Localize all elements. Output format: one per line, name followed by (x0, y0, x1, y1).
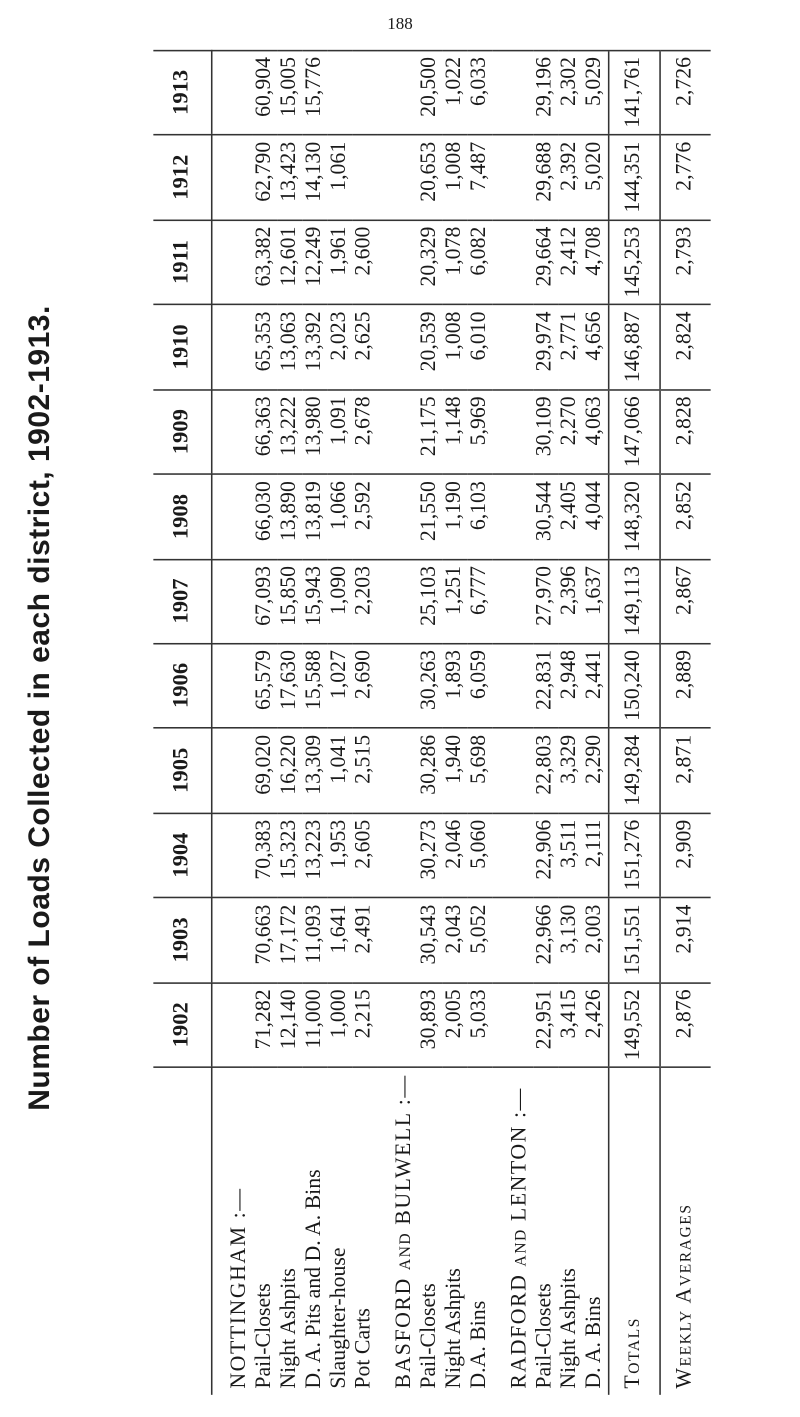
value-cell: 66,030 (253, 474, 278, 559)
row-label: D. A. Pits and D. A. Bins (303, 1067, 328, 1395)
empty-cell (378, 220, 418, 305)
value-cell: 2,690 (353, 643, 378, 728)
value-cell: 1,190 (443, 474, 468, 559)
value-cell: 20,539 (418, 304, 443, 389)
value-cell: 2,270 (558, 389, 583, 474)
value-cell: 6,082 (468, 220, 493, 305)
value-cell: 2,771 (558, 304, 583, 389)
value-cell: 2,046 (443, 813, 468, 898)
value-cell: 12,249 (303, 220, 328, 305)
value-cell: 15,323 (278, 813, 303, 898)
total-cell: 149,284 (609, 728, 660, 813)
table-row (418, 50, 443, 1395)
row-label: D. A. Bins (583, 1067, 609, 1395)
value-cell: 11,000 (303, 982, 328, 1067)
value-cell: 2,491 (353, 898, 378, 983)
value-cell: 15,943 (303, 559, 328, 643)
value-cell: 17,172 (278, 898, 303, 983)
value-cell: 6,010 (468, 304, 493, 389)
value-cell: 6,103 (468, 474, 493, 559)
value-cell: 1,148 (443, 389, 468, 474)
value-cell: 22,951 (533, 982, 558, 1067)
value-cell: 2,625 (353, 304, 378, 389)
value-cell: 4,063 (583, 389, 609, 474)
average-cell: 2,852 (660, 474, 711, 559)
empty-cell (493, 982, 533, 1067)
value-cell: 20,653 (418, 135, 443, 220)
empty-cell (378, 135, 418, 220)
value-cell: 13,063 (278, 304, 303, 389)
value-cell: 16,220 (278, 728, 303, 813)
value-cell: 21,175 (418, 389, 443, 474)
total-cell: 151,276 (609, 813, 660, 898)
table-row (303, 50, 328, 1395)
row-label: Pail-Closets (253, 1067, 278, 1395)
value-cell: 2,600 (353, 220, 378, 305)
value-cell: 3,415 (558, 982, 583, 1067)
value-cell: 22,831 (533, 643, 558, 728)
table-container (92, 50, 772, 1395)
table-row (533, 50, 558, 1395)
empty-cell (493, 135, 533, 220)
value-cell: 1,008 (443, 135, 468, 220)
district-row (493, 50, 533, 1395)
value-cell: 30,109 (533, 389, 558, 474)
empty-cell (212, 304, 253, 389)
year-header: 1910 (153, 304, 211, 389)
value-cell: 5,052 (468, 898, 493, 983)
empty-cell (212, 474, 253, 559)
value-cell: 3,329 (558, 728, 583, 813)
empty-cell (212, 389, 253, 474)
value-cell: 2,948 (558, 643, 583, 728)
empty-cell (212, 220, 253, 305)
empty-cell (212, 898, 253, 983)
year-header: 1905 (153, 728, 211, 813)
value-cell: 5,020 (583, 135, 609, 220)
empty-cell (212, 643, 253, 728)
value-cell: 1,027 (328, 643, 353, 728)
value-cell: 69,020 (253, 728, 278, 813)
empty-cell (493, 474, 533, 559)
value-cell: 2,392 (558, 135, 583, 220)
value-cell: 2,412 (558, 220, 583, 305)
value-cell: 1,893 (443, 643, 468, 728)
value-cell: 5,698 (468, 728, 493, 813)
value-cell: 13,980 (303, 389, 328, 474)
average-cell: 2,776 (660, 135, 711, 220)
empty-cell (493, 50, 533, 135)
average-cell: 2,824 (660, 304, 711, 389)
total-cell: 148,320 (609, 474, 660, 559)
average-cell: 2,889 (660, 643, 711, 728)
value-cell: 2,005 (443, 982, 468, 1067)
empty-cell (378, 728, 418, 813)
year-header: 1902 (153, 982, 211, 1067)
table-row (558, 50, 583, 1395)
average-cell: 2,867 (660, 559, 711, 643)
value-cell: 2,592 (353, 474, 378, 559)
totals-row (609, 50, 660, 1395)
value-cell: 5,969 (468, 389, 493, 474)
value-cell: 4,044 (583, 474, 609, 559)
empty-cell (378, 813, 418, 898)
row-label: Night Ashpits (278, 1067, 303, 1395)
value-cell: 22,906 (533, 813, 558, 898)
value-cell: 20,329 (418, 220, 443, 305)
average-cell: 2,871 (660, 728, 711, 813)
value-cell: 30,286 (418, 728, 443, 813)
empty-cell (212, 982, 253, 1067)
header-row (153, 50, 211, 1395)
value-cell: 29,664 (533, 220, 558, 305)
value-cell: 62,790 (253, 135, 278, 220)
value-cell: 5,029 (583, 50, 609, 135)
total-cell: 141,761 (609, 50, 660, 135)
table-row (583, 50, 609, 1395)
value-cell: 5,060 (468, 813, 493, 898)
empty-cell (493, 304, 533, 389)
empty-cell (212, 135, 253, 220)
year-header: 1913 (153, 50, 211, 135)
year-header: 1903 (153, 898, 211, 983)
value-cell: 2,302 (558, 50, 583, 135)
value-cell: 12,601 (278, 220, 303, 305)
value-cell: 29,688 (533, 135, 558, 220)
empty-cell (378, 50, 418, 135)
empty-cell (493, 559, 533, 643)
value-cell: 1,022 (443, 50, 468, 135)
value-cell: 6,777 (468, 559, 493, 643)
total-cell: 149,113 (609, 559, 660, 643)
value-cell: 30,543 (418, 898, 443, 983)
value-cell: 70,383 (253, 813, 278, 898)
value-cell: 13,890 (278, 474, 303, 559)
value-cell: 7,487 (468, 135, 493, 220)
average-cell: 2,828 (660, 389, 711, 474)
total-cell: 149,552 (609, 982, 660, 1067)
empty-cell (378, 559, 418, 643)
district-row (212, 50, 253, 1395)
value-cell: 1,940 (443, 728, 468, 813)
value-cell: 30,263 (418, 643, 443, 728)
value-cell: 71,282 (253, 982, 278, 1067)
value-cell: 21,550 (418, 474, 443, 559)
district-row (378, 50, 418, 1395)
table-row (443, 50, 468, 1395)
value-cell: 1,041 (328, 728, 353, 813)
value-cell: 1,061 (328, 135, 353, 220)
row-label: Night Ashpits (558, 1067, 583, 1395)
value-cell: 6,059 (468, 643, 493, 728)
total-cell: 151,551 (609, 898, 660, 983)
empty-cell (378, 474, 418, 559)
value-cell: 67,093 (253, 559, 278, 643)
district-label: BASFORD and BULWELL :— (378, 1067, 418, 1395)
value-cell: 1,008 (443, 304, 468, 389)
value-cell: 25,103 (418, 559, 443, 643)
table-title: Number of Loads Collected in each district, 1902-1913. (23, 305, 56, 1111)
value-cell: 66,363 (253, 389, 278, 474)
empty-cell (493, 728, 533, 813)
value-cell: 2,003 (583, 898, 609, 983)
value-cell: 2,111 (583, 813, 609, 898)
averages-label: Weekly Averages (660, 1067, 711, 1395)
total-cell: 145,253 (609, 220, 660, 305)
value-cell: 2,405 (558, 474, 583, 559)
value-cell: 65,353 (253, 304, 278, 389)
value-cell (353, 135, 378, 220)
district-label: RADFORD and LENTON :— (493, 1067, 533, 1395)
value-cell: 2,441 (583, 643, 609, 728)
row-label: Pail-Closets (533, 1067, 558, 1395)
value-cell: 13,819 (303, 474, 328, 559)
empty-cell (378, 643, 418, 728)
year-header: 1907 (153, 559, 211, 643)
value-cell: 13,223 (303, 813, 328, 898)
value-cell: 1,953 (328, 813, 353, 898)
value-cell: 22,803 (533, 728, 558, 813)
value-cell: 11,093 (303, 898, 328, 983)
value-cell: 17,630 (278, 643, 303, 728)
year-header: 1904 (153, 813, 211, 898)
table-row (328, 50, 353, 1395)
value-cell: 15,850 (278, 559, 303, 643)
average-cell: 2,914 (660, 898, 711, 983)
value-cell: 20,500 (418, 50, 443, 135)
total-cell: 146,887 (609, 304, 660, 389)
value-cell: 13,309 (303, 728, 328, 813)
value-cell: 2,605 (353, 813, 378, 898)
value-cell: 2,426 (583, 982, 609, 1067)
value-cell: 3,130 (558, 898, 583, 983)
value-cell: 1,641 (328, 898, 353, 983)
row-label: Slaughter-house (328, 1067, 353, 1395)
value-cell: 2,290 (583, 728, 609, 813)
empty-cell (378, 982, 418, 1067)
value-cell: 22,966 (533, 898, 558, 983)
total-cell: 144,351 (609, 135, 660, 220)
value-cell: 27,970 (533, 559, 558, 643)
year-header: 1908 (153, 474, 211, 559)
loads-table (153, 49, 710, 1395)
year-header: 1909 (153, 389, 211, 474)
empty-cell (212, 50, 253, 135)
year-header: 1906 (153, 643, 211, 728)
empty-cell (212, 559, 253, 643)
value-cell: 15,005 (278, 50, 303, 135)
average-cell: 2,876 (660, 982, 711, 1067)
page-number: 188 (387, 14, 413, 33)
total-cell: 147,066 (609, 389, 660, 474)
value-cell: 2,215 (353, 982, 378, 1067)
value-cell: 30,544 (533, 474, 558, 559)
value-cell (328, 50, 353, 135)
empty-cell (378, 389, 418, 474)
average-cell: 2,726 (660, 50, 711, 135)
totals-label: Totals (609, 1067, 660, 1395)
value-cell: 1,066 (328, 474, 353, 559)
value-cell: 4,708 (583, 220, 609, 305)
year-header: 1911 (153, 220, 211, 305)
empty-cell (493, 643, 533, 728)
empty-cell (378, 898, 418, 983)
row-label: Night Ashpits (443, 1067, 468, 1395)
row-label: Pot Carts (353, 1067, 378, 1395)
empty-cell (378, 304, 418, 389)
value-cell: 30,273 (418, 813, 443, 898)
value-cell: 4,656 (583, 304, 609, 389)
row-label: D.A. Bins (468, 1067, 493, 1395)
table-row (468, 50, 493, 1395)
value-cell: 1,000 (328, 982, 353, 1067)
value-cell: 1,091 (328, 389, 353, 474)
value-cell: 2,515 (353, 728, 378, 813)
empty-cell (493, 813, 533, 898)
value-cell: 1,078 (443, 220, 468, 305)
value-cell: 2,043 (443, 898, 468, 983)
value-cell: 30,893 (418, 982, 443, 1067)
empty-cell (493, 389, 533, 474)
value-cell: 29,974 (533, 304, 558, 389)
empty-cell (493, 220, 533, 305)
value-cell: 1,637 (583, 559, 609, 643)
value-cell: 29,196 (533, 50, 558, 135)
value-cell: 1,090 (328, 559, 353, 643)
value-cell: 13,392 (303, 304, 328, 389)
value-cell: 13,222 (278, 389, 303, 474)
value-cell: 1,961 (328, 220, 353, 305)
table-row (253, 50, 278, 1395)
value-cell: 2,203 (353, 559, 378, 643)
year-header: 1912 (153, 135, 211, 220)
value-cell: 2,023 (328, 304, 353, 389)
value-cell: 14,130 (303, 135, 328, 220)
average-cell: 2,793 (660, 220, 711, 305)
value-cell: 15,588 (303, 643, 328, 728)
value-cell: 1,251 (443, 559, 468, 643)
table-row (353, 50, 378, 1395)
header-corner (153, 1067, 211, 1395)
empty-cell (212, 728, 253, 813)
average-cell: 2,909 (660, 813, 711, 898)
value-cell: 2,396 (558, 559, 583, 643)
row-label: Pail-Closets (418, 1067, 443, 1395)
table-row (278, 50, 303, 1395)
value-cell: 15,776 (303, 50, 328, 135)
value-cell: 13,423 (278, 135, 303, 220)
value-cell: 65,579 (253, 643, 278, 728)
empty-cell (493, 898, 533, 983)
value-cell: 5,033 (468, 982, 493, 1067)
value-cell: 2,678 (353, 389, 378, 474)
empty-cell (212, 813, 253, 898)
value-cell (353, 50, 378, 135)
value-cell: 6,033 (468, 50, 493, 135)
value-cell: 70,663 (253, 898, 278, 983)
value-cell: 12,140 (278, 982, 303, 1067)
total-cell: 150,240 (609, 643, 660, 728)
value-cell: 3,511 (558, 813, 583, 898)
value-cell: 63,382 (253, 220, 278, 305)
value-cell: 60,904 (253, 50, 278, 135)
district-label: NOTTINGHAM :— (212, 1067, 253, 1395)
averages-row (660, 50, 711, 1395)
